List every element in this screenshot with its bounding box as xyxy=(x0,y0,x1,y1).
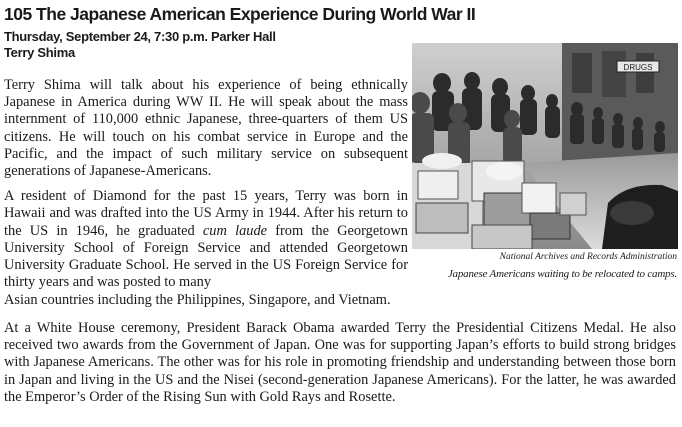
event-speaker: Terry Shima xyxy=(4,45,75,60)
photo-credit: National Archives and Records Administration xyxy=(499,252,677,262)
paragraph-biography xyxy=(4,188,408,291)
photo-caption: Japanese Americans waiting to be relocated to camps. xyxy=(447,268,677,280)
intro-column xyxy=(4,77,408,299)
historical-photo xyxy=(412,43,678,249)
latin-honor: cum laude xyxy=(202,222,268,239)
biography-text-start: A resident of Diamond for the past 15 years, Terry was born in Hawaii and was drafted into the US Army in 1944. After his return to the US in 1946, he graduated xyxy=(4,188,408,239)
biography-last-line: Asian countries including the Philippines, Singapore, and Vietnam. xyxy=(4,292,391,308)
paragraph-awards: At a White House ceremony, President Barack Obama awarded Terry the Presidential Citizens Medal. He also received two awards from the Government of Japan. One was for supporting Japan’s efforts to build strong bridges with Japanese Americans. The other was for his role in promoting friendship and understanding between those born in Japan and living in the US and the Nisei (second-generation Japanese Americans). For the latter, he was awarded the Emperor’s Order of the Rising Sun with Gold Rays and Rosette. xyxy=(4,320,676,405)
drugs-sign: DRUGS xyxy=(623,63,653,72)
event-meta xyxy=(4,29,276,61)
event-title: 105 The Japanese American Experience During World War II xyxy=(4,4,476,24)
photo-illustration xyxy=(412,43,678,249)
paragraph-talk-summary: Terry Shima will talk about his experience of being ethnically Japanese in America during WW II. He will speak about the mass internment of 110,000 ethnic Japanese, three-quarters of them US citizens. He will touch on his combat service in Europe and the Pacific, and the impact of such military service on subsequent generations of Japanese-Americans. xyxy=(4,77,408,180)
biography-text-middle: from the Georgetown University School of Foreign Service and attended Georgetown University Graduate School. He served in the US Foreign Service for thirty years and was posted to many xyxy=(4,222,408,291)
event-datetime: Thursday, September 24, 7:30 p.m. Parker Hall xyxy=(4,29,276,44)
